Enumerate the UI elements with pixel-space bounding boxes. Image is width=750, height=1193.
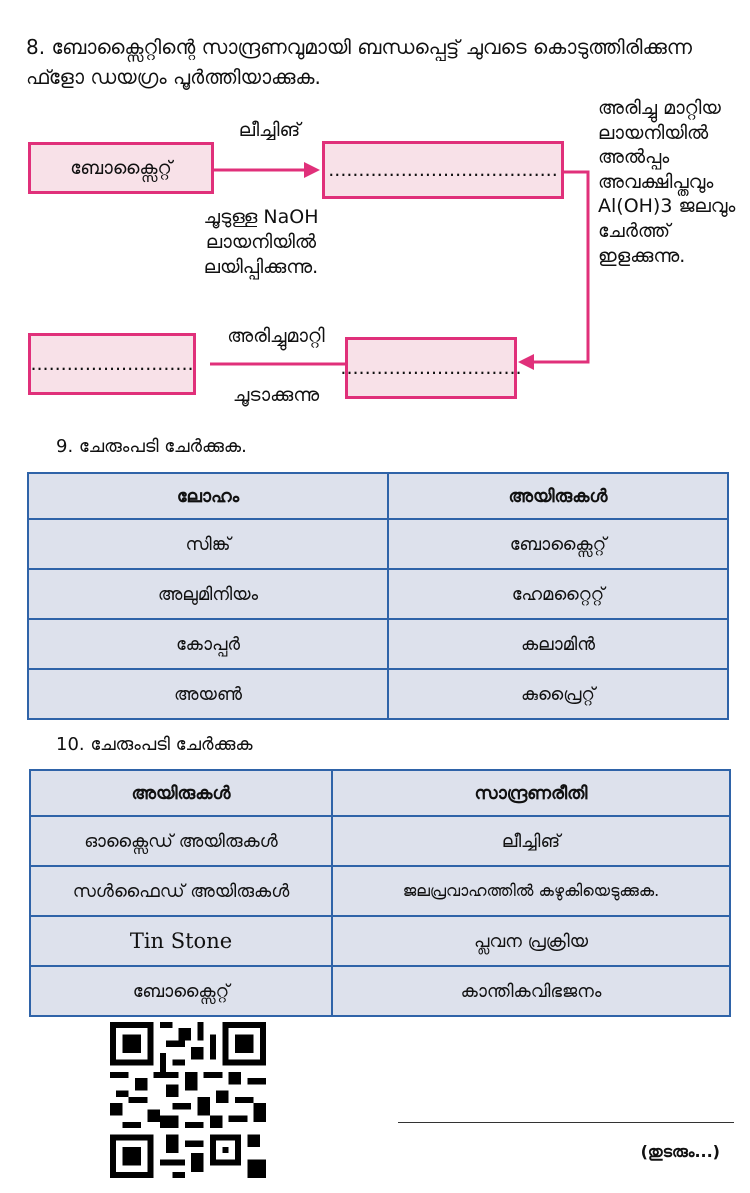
table10-cell: സൾഫൈഡ് അയിരുകൾ	[30, 866, 332, 916]
arrow-2	[530, 172, 588, 362]
flow-box-blank-1: ......................................	[322, 141, 564, 199]
table9-cell: കുപ്രൈറ്റ്	[388, 669, 728, 719]
flow-box-blank-2: ..............................	[345, 337, 517, 399]
label-heat: ചൂടാക്കുന്നു	[232, 384, 320, 406]
table10-header-ore: അയിരുകൾ	[30, 770, 332, 816]
table10-cell: Tin Stone	[30, 916, 332, 966]
table9-cell: അയൺ	[28, 669, 388, 719]
table-row	[30, 916, 730, 966]
table10-cell: ഓക്സൈഡ് അയിരുകൾ	[30, 816, 332, 866]
table9-header-metal: ലോഹം	[28, 473, 388, 519]
divider-line	[398, 1122, 734, 1123]
label-filter: അരിച്ചുമാറ്റി	[227, 325, 325, 347]
table-row	[28, 569, 728, 619]
question-8-text: 8. ബോക്സൈറ്റിന്റെ സാന്ദ്രണവുമായി ബന്ധപ്പെട്ട് ചുവടെ കൊടുത്തിരിക്കുന്ന ഫ്ളോ ഡയഗ്രം പൂർത്തിയാക്കുക.	[26, 35, 693, 89]
table-row	[28, 519, 728, 569]
table9-cell: ഹേമറ്റൈറ്റ്	[388, 569, 728, 619]
match-table-10	[29, 769, 731, 1017]
table-row	[28, 619, 728, 669]
label-side-process: അരിച്ചു മാറ്റിയ ലായനിയിൽ അൽപ്പം അവക്ഷിപ്തവും Al(OH)3 ജലവും ചേർത്ത് ഇളക്കുന്നു.	[598, 97, 736, 267]
question-10-heading: 10. ചേരുംപടി ചേർക്കുക	[56, 734, 253, 755]
flow-box-blank-3: ...........................	[28, 333, 196, 395]
table9-cell: സിങ്ക്	[28, 519, 388, 569]
table9-header-ore: അയിരുകൾ	[388, 473, 728, 519]
table-row	[30, 866, 730, 916]
qr-code[interactable]	[110, 1022, 266, 1178]
table10-cell: ബോക്സൈറ്റ്	[30, 966, 332, 1016]
table10-cell: കാന്തികവിഭജനം	[332, 966, 730, 1016]
table9-cell: കലാമിൻ	[388, 619, 728, 669]
table10-cell: ലീച്ചിങ്	[332, 816, 730, 866]
label-naoh: ചൂടുള്ള NaOH ലായനിയിൽ ലയിപ്പിക്കുന്നു.	[203, 206, 319, 278]
table9-cell: ബോക്സൈറ്റ്	[388, 519, 728, 569]
flow-box-bauxite: ബോക്സൈറ്റ്	[28, 142, 214, 194]
table9-cell: അലുമിനിയം	[28, 569, 388, 619]
continued-label: (തുടരും...)	[640, 1142, 720, 1161]
table9-cell: കോപ്പർ	[28, 619, 388, 669]
table-row	[28, 669, 728, 719]
table-row	[30, 966, 730, 1016]
table-row	[30, 816, 730, 866]
question-9-heading: 9. ചേരുംപടി ചേർക്കുക.	[56, 436, 247, 457]
table10-cell: ജലപ്രവാഹത്തിൽ കഴുകിയെടുക്കുക.	[332, 866, 730, 916]
label-leaching: ലീച്ചിങ്	[238, 119, 301, 141]
match-table-9	[27, 472, 729, 720]
table10-cell: പ്ലവന പ്രക്രിയ	[332, 916, 730, 966]
table10-header-method: സാന്ദ്രണരീതി	[332, 770, 730, 816]
